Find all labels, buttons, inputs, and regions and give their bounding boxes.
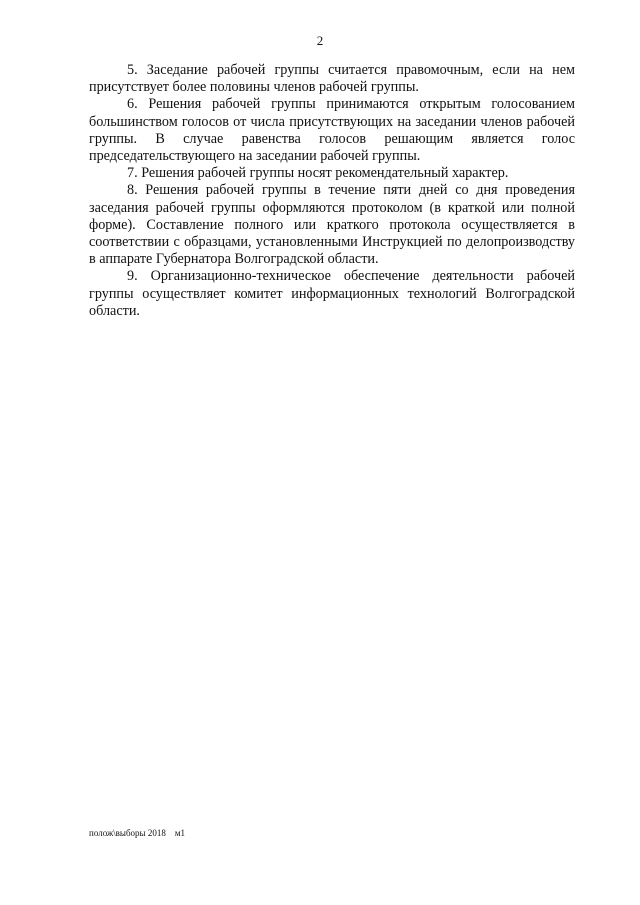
footer-path: полож\выборы 2018 (89, 828, 166, 838)
paragraph-5: 5. Заседание рабочей группы считается правомочным, если на нем присутствует более половины членов рабочей группы. (89, 62, 575, 96)
paragraph-6: 6. Решения рабочей группы принимаются открытым голосованием большинством голосов от числа присутствующих на заседании членов рабочей группы. В случае равенства голосов решающим является голос председательствующего на заседании рабочей группы. (89, 96, 575, 165)
paragraph-8: 8. Решения рабочей группы в течение пяти дней со дня проведения заседания рабочей группы оформляются протоколом (в краткой или полной форме). Составление полного или краткого протокола осуществляется в соответствии с образцами, установленными Инструкцией по делопроизводству в аппарате Губернатора Волгоградской области. (89, 182, 575, 268)
page-number: 2 (316, 33, 324, 48)
paragraph-7: 7. Решения рабочей группы носят рекомендательный характер. (127, 165, 509, 182)
paragraph-9: 9. Организационно-техническое обеспечение деятельности рабочей группы осуществляет комитет информационных технологий Волгоградской области. (89, 268, 575, 319)
footer-file-reference (89, 828, 185, 839)
document-body (89, 62, 575, 320)
footer-mark: м1 (174, 828, 186, 838)
